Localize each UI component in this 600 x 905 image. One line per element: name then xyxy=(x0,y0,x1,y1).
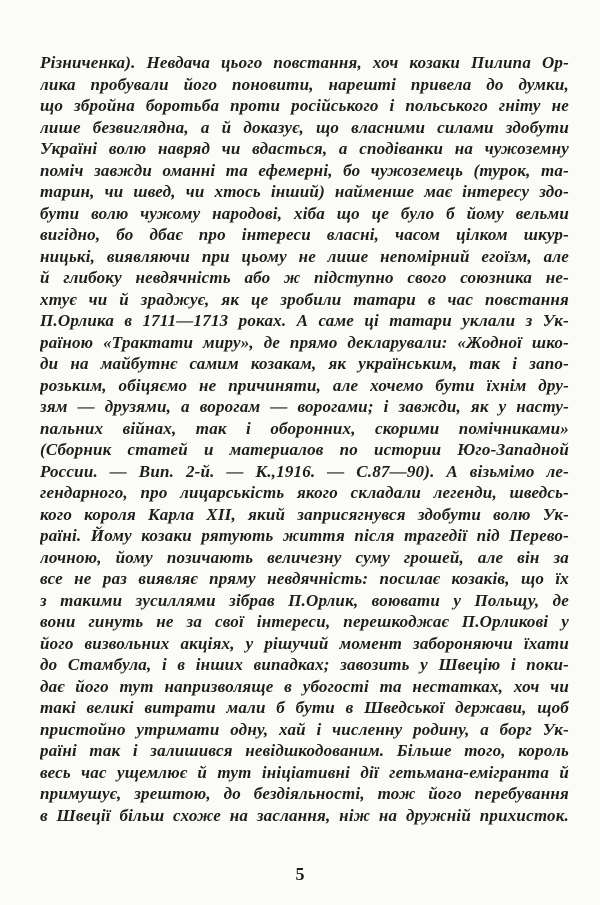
text-line: такі великі витрати мали б бути в Шведської держави, щоб xyxy=(40,698,569,717)
text-line: лише безвиглядна, а й доказує, що власними силами здобути xyxy=(40,117,569,137)
text-line: Різниченка). Невдача цього повстання, хоч козаки Пилипа Ор- xyxy=(40,53,569,72)
text-line: Україні волю навряд чи вдасться, а сподіванки на чужоземну xyxy=(40,139,569,158)
text-line: поміч завжди оманні та ефемерні, бо чужоземець (турок, та- xyxy=(40,160,569,180)
text-line: що збройна боротьба проти російського і польського гніту не xyxy=(40,96,569,115)
page-body-text xyxy=(40,52,569,826)
text-line: його визвольних акціях, у рішучий момент забороняючи їхати xyxy=(40,633,569,653)
text-line: лочною, йому позичають величезну суму грошей, але він за xyxy=(40,547,569,567)
text-line: бути волю чужому народові, хіба що це було б йому вельми xyxy=(40,203,569,223)
text-line: з такими зусиллями зібрав П.Орлик, воювати у Польщу, де xyxy=(40,590,569,610)
text-line: вигідно, бо дбає про інтереси власні, часом цілком шкур- xyxy=(40,225,569,244)
text-line: раїною «Трактати миру», де прямо декларували: «Жодної шко- xyxy=(40,332,569,352)
text-line: гендарного, про лицарськість якого складали легенди, шведсь- xyxy=(40,483,569,502)
text-line: лика пробували його поновити, нарешті привела до думки, xyxy=(40,74,569,94)
text-line: раїні. Йому козаки рятують життя після трагедії під Перево- xyxy=(40,526,569,545)
text-line: вони гинуть не за свої інтереси, перешкоджає П.Орликові у xyxy=(40,612,569,631)
text-line: розьким, обіцяємо не причиняти, але хочемо бути їхнім дру- xyxy=(40,375,569,395)
page-number: 5 xyxy=(295,864,305,884)
text-line: хтує чи й зраджує, як це зробили татари в час повстання xyxy=(40,289,569,309)
text-line: весь час ущемлює й тут ініціативні дії гетьмана-емігранта й xyxy=(40,762,569,782)
text-line: пристойно утримати одну, хай і численну родину, а борг Ук- xyxy=(40,719,569,739)
text-line: зям — друзями, а ворогам — ворогами; і завжди, як у насту- xyxy=(40,397,569,416)
text-line: П.Орлика в 1711—1713 роках. А саме ці татари уклали з Ук- xyxy=(40,311,569,330)
text-line: й глибоку невдячність або ж підступно свого союзника не- xyxy=(40,268,569,287)
text-line: России. — Вип. 2-й. — К.,1916. — С.87—90). А візьмімо ле- xyxy=(40,461,569,481)
text-line: дає його тут напризволяще в убогості та нестатках, хоч чи xyxy=(40,676,569,696)
text-line: (Сборник статей и материалов по истории Юго-Западной xyxy=(40,440,569,459)
text-line: пальних війнах, так і оборонних, скорими помічниками» xyxy=(40,418,569,438)
text-line: тарин, чи швед, чи хтось інший) найменше має інтересу здо- xyxy=(40,182,569,201)
text-line: до Стамбула, і в інших випадках; завозить у Швецію і поки- xyxy=(40,655,569,674)
text-line: ди на майбутнє самим козакам, як українським, так і запо- xyxy=(40,354,569,373)
text-line: примушує, зрештою, до бездіяльності, тож його перебування xyxy=(40,784,569,803)
text-line: ницькі, виявляючи при цьому не лише непомірний егоїзм, але xyxy=(40,246,569,266)
text-line: в Швеції більш схоже на заслання, ніж на дружній прихисток. xyxy=(40,805,569,825)
text-line: все не раз виявляє пряму невдячність: посилає козаків, що їх xyxy=(40,569,569,588)
text-line: раїні так і залишився невідшкодованим. Більше того, король xyxy=(40,741,569,760)
text-line: кого короля Карла XII, який заприсягнувся здобути волю Ук- xyxy=(40,504,569,524)
